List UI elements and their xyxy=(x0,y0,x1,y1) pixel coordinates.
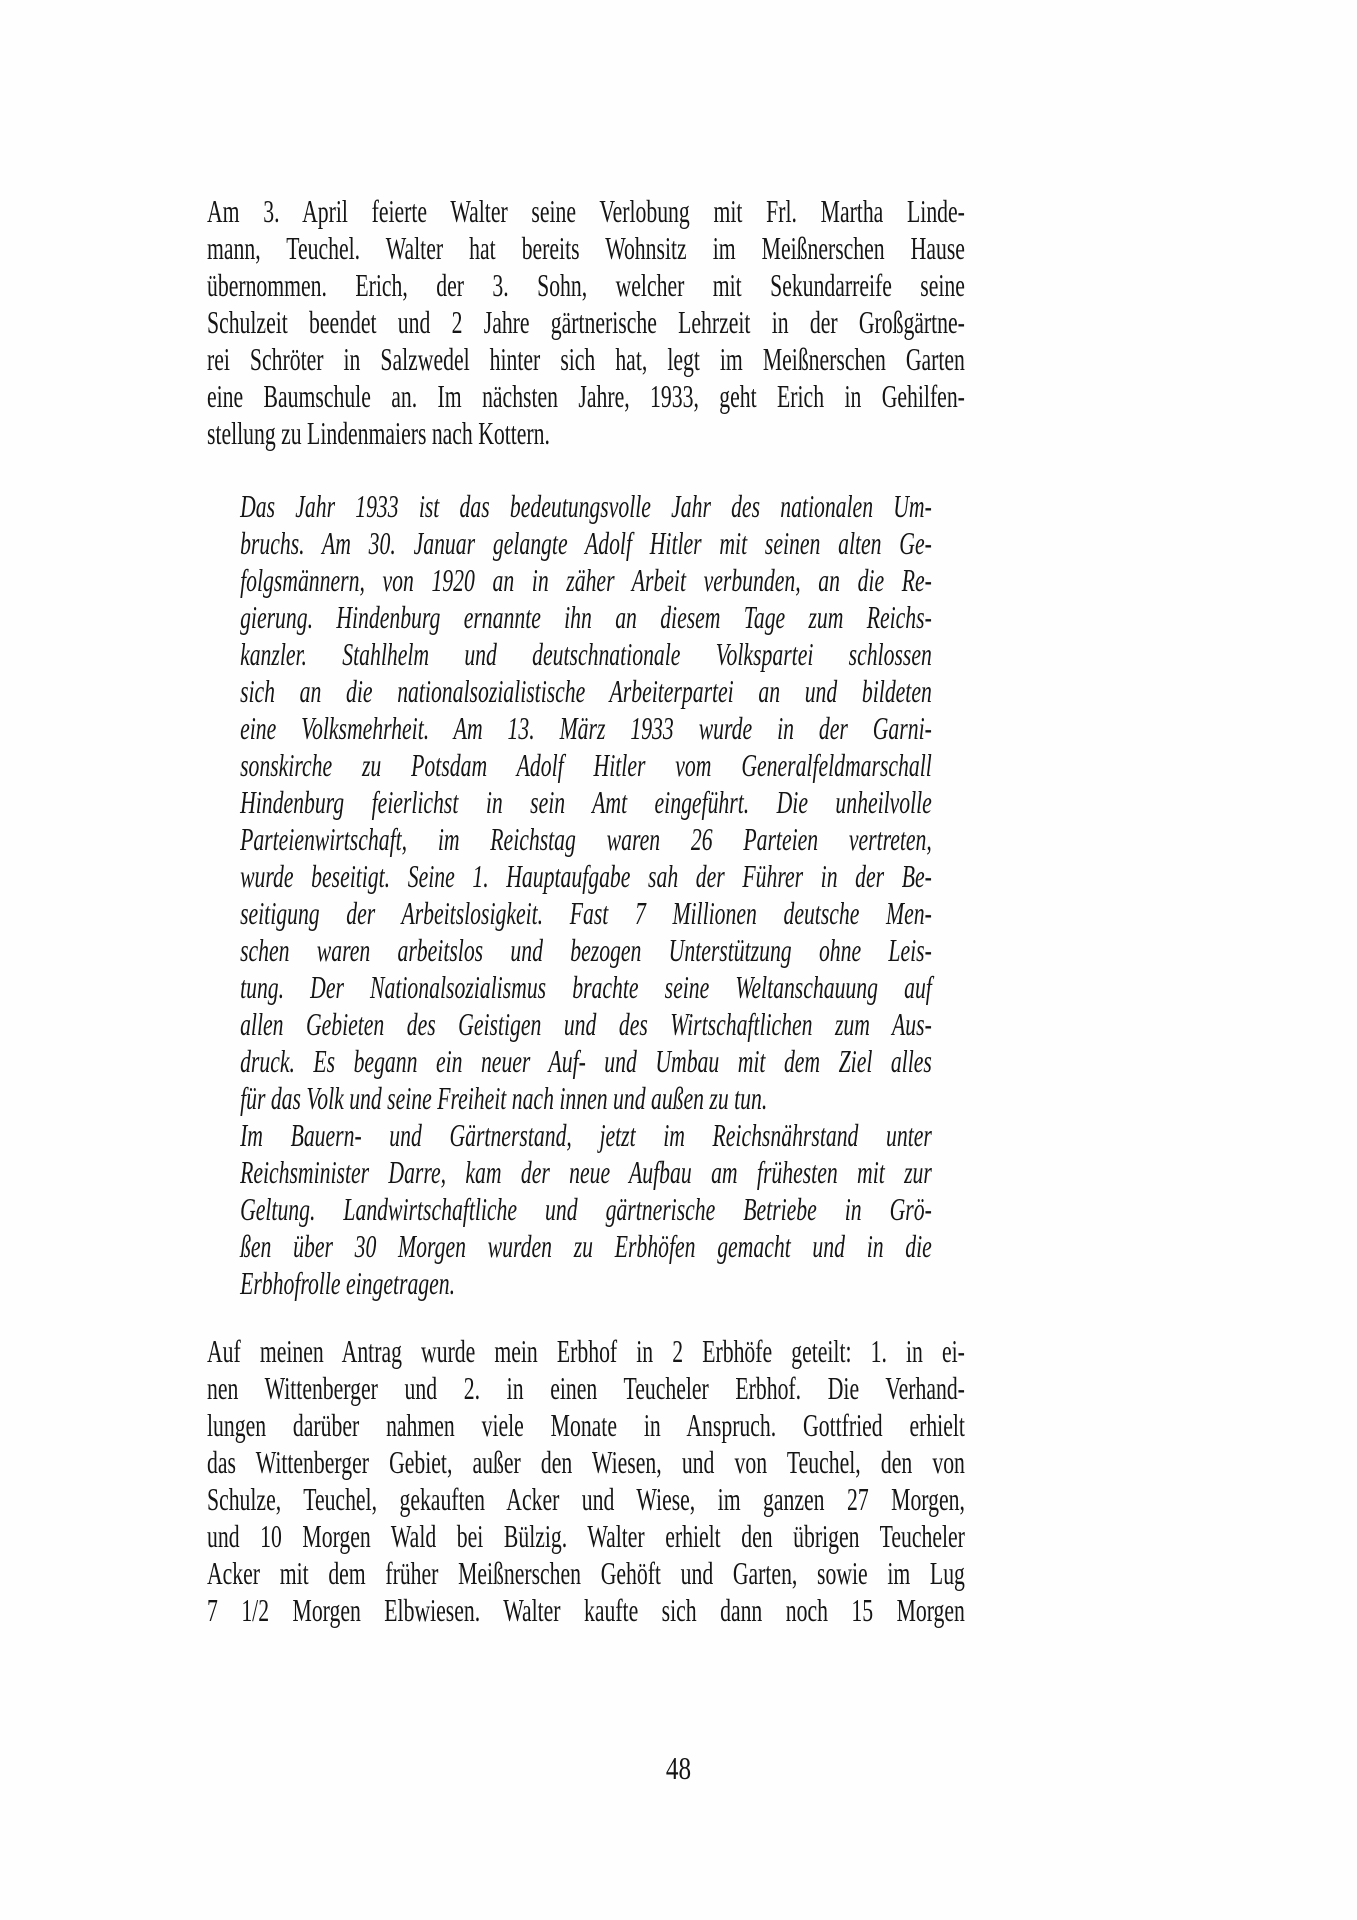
text-line: sich an die nationalsozialistische Arbeiterpartei an und bildeten xyxy=(240,674,932,709)
text-line: seitigung der Arbeitslosigkeit. Fast 7 Millionen deutsche Men- xyxy=(240,896,932,931)
text-line: rei Schröter in Salzwedel hinter sich hat, legt im Meißnerschen Garten xyxy=(207,342,965,377)
text-line: 7 1/2 Morgen Elbwiesen. Walter kaufte sich dann noch 15 Morgen xyxy=(207,1593,965,1628)
text-line: stellung zu Lindenmaiers nach Kottern. xyxy=(207,416,550,451)
text-line: allen Gebieten des Geistigen und des Wirtschaftlichen zum Aus- xyxy=(240,1007,932,1042)
text-line: nen Wittenberger und 2. in einen Teucheler Erbhof. Die Verhand- xyxy=(207,1371,965,1406)
text-line: Geltung. Landwirtschaftliche und gärtnerische Betriebe in Grö- xyxy=(240,1192,932,1227)
text-line: Das Jahr 1933 ist das bedeutungsvolle Jahr des nationalen Um- xyxy=(240,489,932,524)
paragraph-2 xyxy=(207,1333,965,1629)
text-line: Reichsminister Darre, kam der neue Aufbau am frühesten mit zur xyxy=(240,1155,932,1190)
text-line: tung. Der Nationalsozialismus brachte seine Weltanschauung auf xyxy=(240,970,932,1005)
text-line: Am 3. April feierte Walter seine Verlobung mit Frl. Martha Linde- xyxy=(207,194,965,229)
text-line: kanzler. Stahlhelm und deutschnationale Volkspartei schlossen xyxy=(240,637,932,672)
text-line: druck. Es begann ein neuer Auf- und Umbau mit dem Ziel alles xyxy=(240,1044,932,1079)
text-line: Schulze, Teuchel, gekauften Acker und Wiese, im ganzen 27 Morgen, xyxy=(207,1482,965,1517)
text-line: wurde beseitigt. Seine 1. Hauptaufgabe sah der Führer in der Be- xyxy=(240,859,932,894)
text-line: und 10 Morgen Wald bei Bülzig. Walter erhielt den übrigen Teucheler xyxy=(207,1519,965,1554)
text-line: lungen darüber nahmen viele Monate in Anspruch. Gottfried erhielt xyxy=(207,1408,965,1443)
text-line: Acker mit dem früher Meißnerschen Gehöft und Garten, sowie im Lug xyxy=(207,1556,965,1591)
text-line: bruchs. Am 30. Januar gelangte Adolf Hitler mit seinen alten Ge- xyxy=(240,526,932,561)
quote-paragraph-1 xyxy=(240,488,932,1117)
text-line: folgsmännern, von 1920 an in zäher Arbeit verbunden, an die Re- xyxy=(240,563,932,598)
quote-paragraph-2 xyxy=(240,1117,932,1302)
text-line: ßen über 30 Morgen wurden zu Erbhöfen gemacht und in die xyxy=(240,1229,932,1264)
text-line: Schulzeit beendet und 2 Jahre gärtnerische Lehrzeit in der Großgärtne- xyxy=(207,305,965,340)
text-line: das Wittenberger Gebiet, außer den Wiesen, und von Teuchel, den von xyxy=(207,1445,965,1480)
page-number: 48 xyxy=(665,1751,692,1786)
text-line: Auf meinen Antrag wurde mein Erbhof in 2 Erbhöfe geteilt: 1. in ei- xyxy=(207,1334,965,1369)
text-line: mann, Teuchel. Walter hat bereits Wohnsitz im Meißnerschen Hause xyxy=(207,231,965,266)
text-line: eine Volksmehrheit. Am 13. März 1933 wurde in der Garni- xyxy=(240,711,932,746)
text-line: eine Baumschule an. Im nächsten Jahre, 1933, geht Erich in Gehilfen- xyxy=(207,379,965,414)
text-line: Parteienwirtschaft, im Reichstag waren 26 Parteien vertreten, xyxy=(240,822,932,857)
text-line: Hindenburg feierlichst in sein Amt eingeführt. Die unheilvolle xyxy=(240,785,932,820)
text-line: schen waren arbeitslos und bezogen Unterstützung ohne Leis- xyxy=(240,933,932,968)
page-body xyxy=(207,193,965,1629)
text-line: Erbhofrolle eingetragen. xyxy=(240,1266,456,1301)
paragraph-1 xyxy=(207,193,965,452)
text-line: übernommen. Erich, der 3. Sohn, welcher mit Sekundarreife seine xyxy=(207,268,965,303)
text-line: Im Bauern- und Gärtnerstand, jetzt im Reichsnährstand unter xyxy=(240,1118,932,1153)
text-line: gierung. Hindenburg ernannte ihn an diesem Tage zum Reichs- xyxy=(240,600,932,635)
text-line: für das Volk und seine Freiheit nach innen und außen zu tun. xyxy=(240,1081,768,1116)
text-line: sonskirche zu Potsdam Adolf Hitler vom Generalfeldmarschall xyxy=(240,748,932,783)
